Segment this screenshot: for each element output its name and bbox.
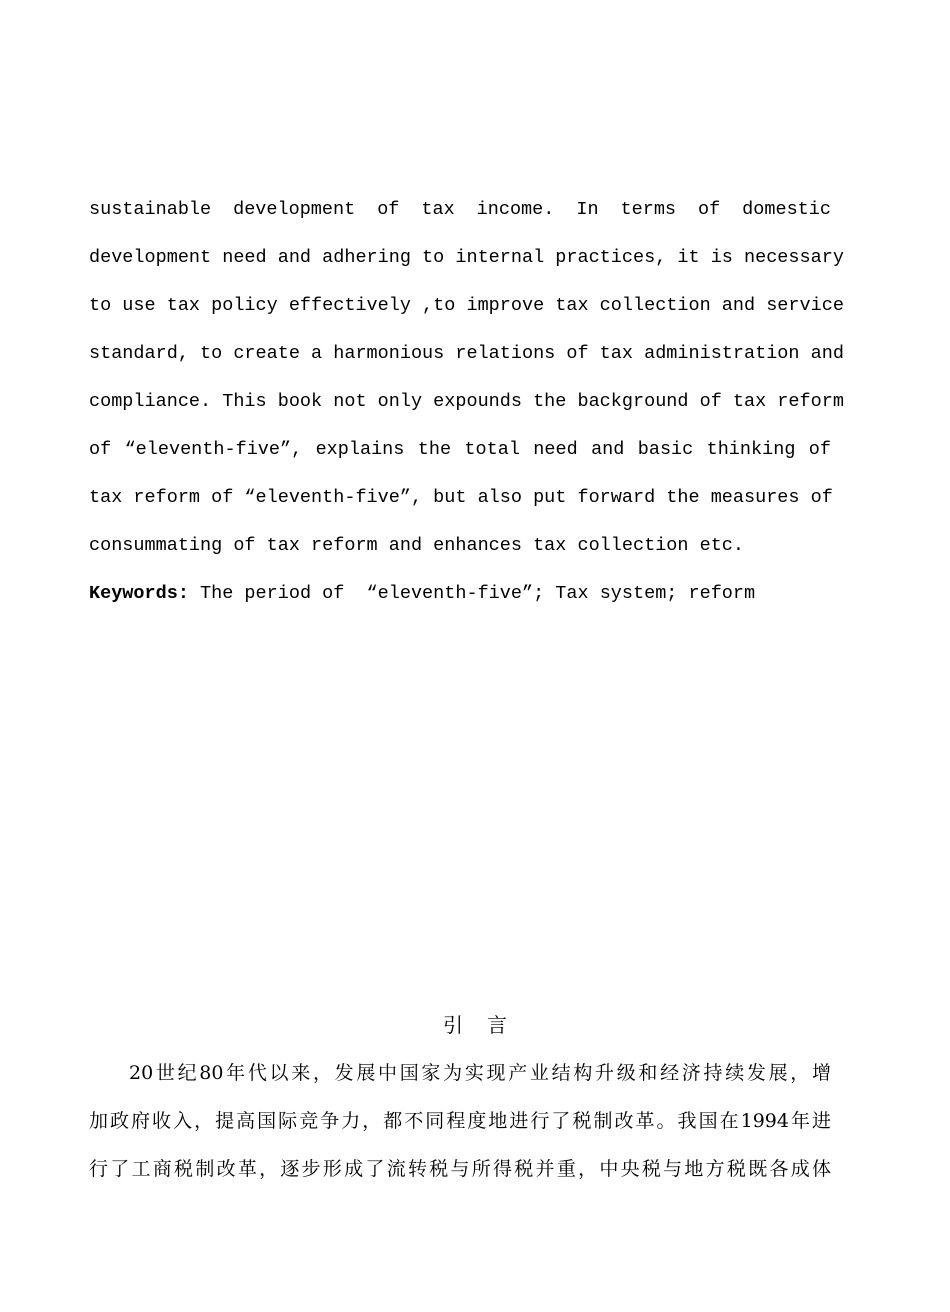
abstract-line: sustainable development of tax income. In terms of domestic [89, 199, 831, 220]
keywords-line [89, 579, 755, 609]
abstract-line: consummating of tax reform and enhances tax collection etc. [89, 535, 745, 556]
abstract-line: to use tax policy effectively ,to improve tax collection and service [89, 295, 844, 316]
keywords-label: Keywords: [89, 583, 189, 604]
abstract-line: tax reform of “eleventh-five”, but also put forward the measures of [89, 487, 833, 508]
intro-heading: 引言 [443, 1013, 531, 1037]
abstract-line: of “eleventh-five”, explains the total need and basic thinking of [89, 439, 831, 460]
intro-line: 加政府收入，提高国际竞争力，都不同程度地进行了税制改革。我国在1994年进 [89, 1110, 831, 1132]
intro-line: 20世纪80年代以来，发展中国家为实现产业结构升级和经济持续发展，增 [129, 1062, 831, 1084]
intro-paragraph [89, 1058, 831, 1202]
keywords-text: The period of “eleventh-five”; Tax system; reform [188, 583, 756, 604]
intro-line: 行了工商税制改革，逐步形成了流转税与所得税并重，中央税与地方税既各成体 [89, 1158, 831, 1180]
abstract-line: compliance. This book not only expounds the background of tax reform [89, 391, 844, 412]
abstract-line: development need and adhering to internal practices, it is necessary [89, 247, 844, 268]
abstract-line: standard, to create a harmonious relations of tax administration and [89, 343, 844, 364]
abstract-paragraph [89, 195, 844, 579]
